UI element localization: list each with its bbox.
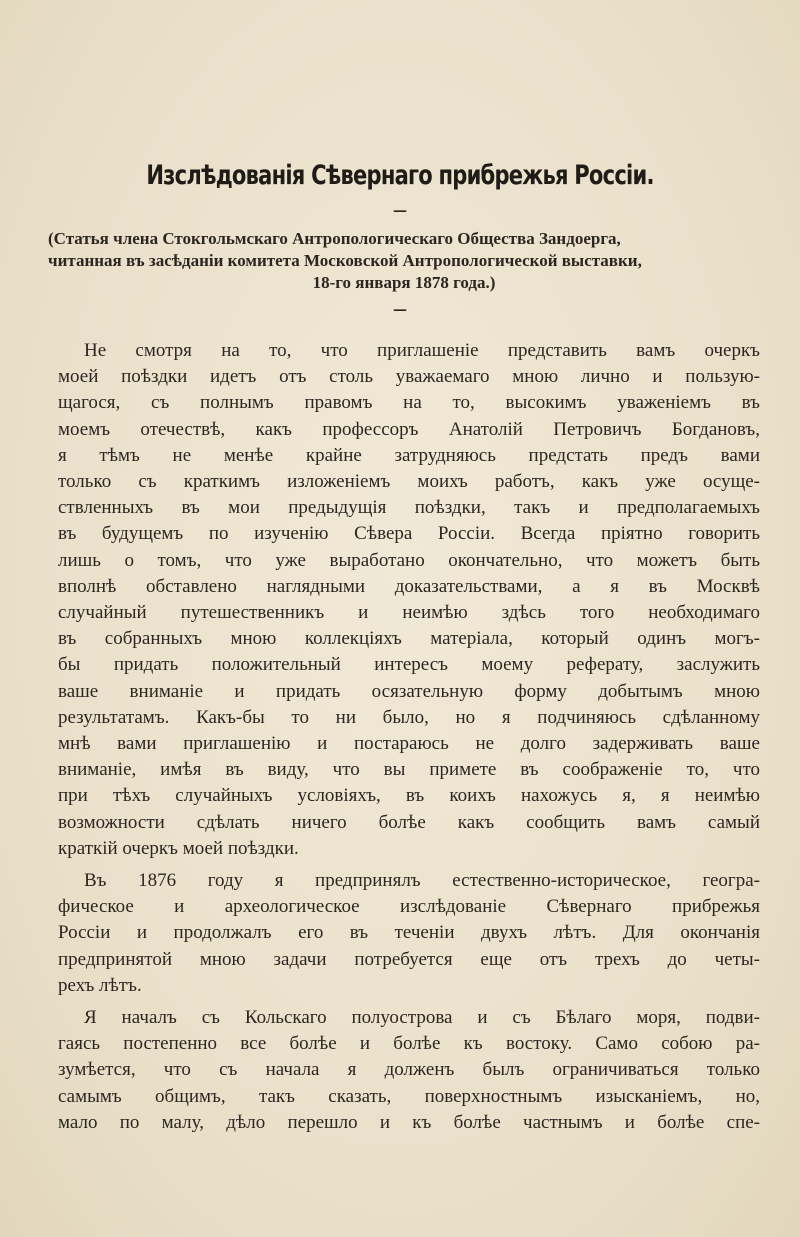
text-line: вниманіе, имѣя въ виду, что вы примете въ соображеніе то, что: [58, 759, 760, 781]
title-separator: —: [393, 203, 407, 219]
text-line: лишь о томъ, что уже выработано окончательно, что можетъ быть: [58, 549, 760, 571]
text-line: ствленныхъ въ мои предыдущія поѣздки, такъ и предполагаемыхъ: [58, 497, 760, 519]
text-line: Въ 1876 году я предпринялъ естественно-историческое, геогра-: [84, 870, 760, 892]
text-line: моемъ отечествѣ, какъ профессоръ Анатолій Петровичъ Богдановъ,: [58, 418, 760, 440]
text-line: ваше вниманіе и придать осязательную форму добытымъ мною: [58, 680, 760, 702]
text-line: рехъ лѣтъ.: [58, 974, 142, 996]
subtitle-line: (Статья члена Стокгольмскаго Антропологическаго Общества Зандоерга,: [48, 229, 621, 248]
text-line: бы придать положительный интересъ моему реферату, заслужить: [58, 654, 760, 676]
text-line: Не смотря на то, что приглашеніе представить вамъ очеркъ: [84, 340, 760, 361]
paragraph-3: [58, 1005, 760, 1136]
subtitle-line: 18-го января 1878 года.): [312, 273, 496, 292]
paragraph-1: [58, 338, 760, 862]
text-line: самымъ общимъ, такъ сказать, поверхностнымъ изысканіемъ, но,: [58, 1085, 760, 1107]
text-line: гаясь постепенно все болѣе и болѣе къ востоку. Само собою ра-: [58, 1033, 760, 1055]
text-line: щагося, съ полнымъ правомъ на то, высокимъ уваженіемъ въ: [58, 392, 760, 414]
text-line: мнѣ вами приглашенію и постараюсь не долго задерживать ваше: [58, 733, 760, 755]
text-line: я тѣмъ не менѣе крайне затрудняюсь предстать предъ вами: [58, 444, 760, 466]
paragraph-2: [58, 868, 760, 999]
text-line: краткій очеркъ моей поѣздки.: [58, 837, 299, 859]
text-line: предпринятой мною задачи потребуется еще отъ трехъ до четы-: [58, 948, 760, 970]
article-subtitle: [48, 228, 760, 294]
text-line: фическое и археологическое изслѣдованіе Сѣвернаго прибрежья: [58, 896, 760, 918]
text-line: моей поѣздки идетъ отъ столь уважаемаго мною лично и пользую-: [58, 366, 760, 388]
text-line: Россіи и продолжалъ его въ теченіи двухъ лѣтъ. Для окончанія: [58, 922, 760, 944]
text-line: въ собранныхъ мною коллекціяхъ матеріала, который одинъ могъ-: [58, 628, 760, 650]
subtitle-separator: —: [393, 302, 407, 318]
text-line: Я началъ съ Кольскаго полуострова и съ Бѣлаго моря, подви-: [84, 1007, 760, 1029]
text-line: вполнѣ обставлено наглядными доказательствами, а я въ Москвѣ: [58, 575, 760, 597]
text-line: мало по малу, дѣло перешло и къ болѣе частнымъ и болѣе спе-: [58, 1111, 760, 1133]
text-line: случайный путешественникъ и неимѣю здѣсь того необходимаго: [58, 602, 760, 624]
subtitle-line: читанная въ засѣданіи комитета Московской Антропологической выставки,: [48, 251, 642, 270]
text-line: только съ краткимъ изложеніемъ моихъ работъ, какъ уже осуще-: [58, 471, 760, 493]
text-line: при тѣхъ случайныхъ условіяхъ, въ коихъ нахожусь я, я неимѣю: [58, 785, 760, 807]
text-line: результатамъ. Какъ-бы то ни было, но я подчиняюсь сдѣланному: [58, 706, 760, 728]
article-title: Изслѣдованія Сѣвернаго прибрежья Россіи.: [146, 160, 654, 191]
article-body: [58, 338, 760, 1136]
text-line: въ будущемъ по изученію Сѣвера Россіи. Всегда пріятно говорить: [58, 523, 760, 545]
text-line: зумѣется, что съ начала я долженъ былъ ограничиваться только: [58, 1059, 760, 1081]
text-line: возможности сдѣлать ничего болѣе какъ сообщить вамъ самый: [58, 811, 760, 833]
